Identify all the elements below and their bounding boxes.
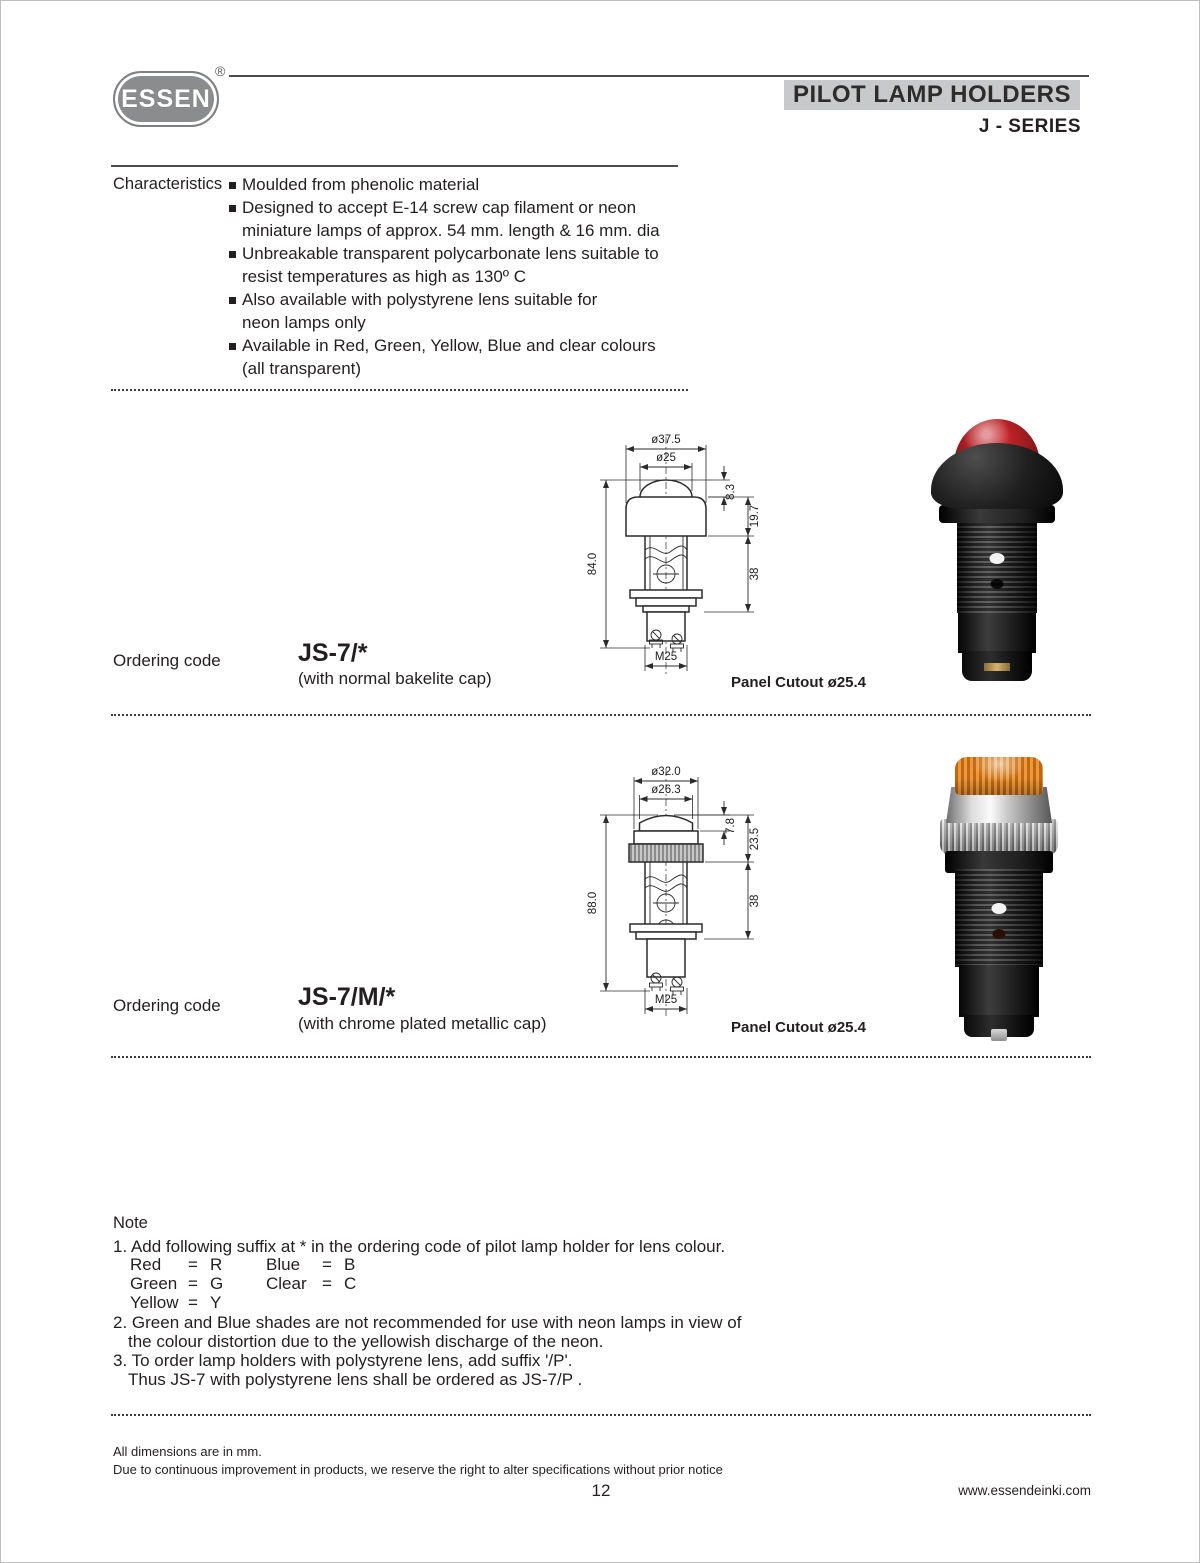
list-item	[229, 196, 699, 242]
dim-thread-length: 38	[749, 567, 761, 581]
threaded-body	[957, 521, 1037, 613]
ordering-code-label: Ordering code	[113, 651, 221, 670]
list-item	[229, 173, 699, 196]
characteristic-line: Moulded from phenolic material	[242, 175, 480, 194]
dotted-divider	[111, 714, 1091, 716]
dim-lens-height: 8.3	[725, 484, 737, 500]
ordering-code-value: JS-7/*	[298, 639, 368, 667]
characteristics-label: Characteristics	[113, 175, 223, 193]
dotted-divider	[111, 1414, 1091, 1416]
bullet-square-icon	[229, 205, 236, 212]
ordering-code-label: Ordering code	[113, 996, 221, 1015]
amber-lens	[955, 757, 1043, 795]
note-3-line1: 3. To order lamp holders with polystyrene lens, add suffix '/P'.	[113, 1351, 573, 1370]
characteristic-line: resist temperatures as high as 130º C	[242, 267, 527, 286]
dotted-divider	[111, 389, 688, 391]
equals-sign	[322, 1293, 344, 1313]
cap-type-note: (with chrome plated metallic cap)	[298, 1014, 547, 1033]
suffix-letter: Y	[210, 1293, 222, 1312]
characteristic-line: Designed to accept E-14 screw cap filament or neon	[242, 198, 637, 217]
note-heading: Note	[113, 1214, 148, 1232]
dim-outer-diameter: ø37.5	[651, 434, 681, 446]
vent-hole-lower	[993, 929, 1006, 939]
vent-hole	[992, 903, 1007, 914]
page-number: 12	[591, 1481, 611, 1500]
panel-cutout-note: Panel Cutout ø25.4	[731, 674, 867, 691]
list-item	[229, 334, 699, 380]
suffix-letter: B	[344, 1255, 356, 1274]
colour-name	[266, 1293, 322, 1313]
knurled-chrome-ring	[940, 819, 1058, 855]
equals-sign: =	[188, 1293, 198, 1312]
colour-name: Clear	[266, 1274, 307, 1293]
equals-sign: =	[322, 1255, 332, 1274]
bakelite-cap	[931, 443, 1063, 509]
characteristic-line: Also available with polystyrene lens suitable for	[242, 290, 598, 309]
brand-name: ESSEN	[121, 84, 211, 113]
note-2-line2: the colour distortion due to the yellowish discharge of the neon.	[128, 1332, 604, 1351]
suffix-letter	[344, 1293, 364, 1313]
suffix-row	[130, 1293, 364, 1313]
dimensions-note: All dimensions are in mm.	[113, 1444, 262, 1459]
ordering-code-value: JS-7/M/*	[298, 983, 396, 1011]
lower-housing	[959, 965, 1039, 1017]
technical-drawing-js7m	[546, 751, 861, 1051]
terminal-screw	[991, 1029, 1007, 1041]
disclaimer: Due to continuous improvement in products, we reserve the right to alter specifications without prior notice	[113, 1462, 723, 1477]
characteristic-line: neon lamps only	[242, 313, 366, 332]
website-url: www.essendeinki.com	[958, 1483, 1091, 1498]
note-1: 1. Add following suffix at * in the ordering code of pilot lamp holder for lens colour.	[113, 1237, 726, 1256]
page-title: PILOT LAMP HOLDERS	[784, 80, 1080, 110]
equals-sign: =	[188, 1255, 198, 1274]
product-photo-js7	[929, 419, 1064, 681]
colour-name: Blue	[266, 1255, 301, 1274]
characteristics-divider	[111, 165, 678, 167]
series-subtitle: J - SERIES	[978, 116, 1081, 137]
product-photo-js7m	[939, 757, 1059, 1041]
dim-thread-length: 38	[749, 894, 761, 908]
suffix-letter: R	[210, 1255, 223, 1274]
dotted-divider	[111, 1056, 1091, 1058]
header-divider	[229, 75, 1089, 77]
colour-name: Red	[130, 1255, 162, 1274]
panel-cutout-note: Panel Cutout ø25.4	[731, 1019, 867, 1036]
bullet-square-icon	[229, 297, 236, 304]
characteristic-line: miniature lamps of approx. 54 mm. length & 16 mm. dia	[242, 221, 660, 240]
bullet-square-icon	[229, 343, 236, 350]
list-item	[229, 288, 699, 334]
characteristic-line: Unbreakable transparent polycarbonate lens suitable to	[242, 244, 659, 263]
note-3-line2: Thus JS-7 with polystyrene lens shall be ordered as JS-7/P .	[128, 1370, 583, 1389]
dim-thread-size: M25	[654, 994, 678, 1006]
technical-drawing-js7	[546, 419, 861, 709]
threaded-body	[955, 869, 1043, 967]
colour-name: Yellow	[130, 1293, 179, 1312]
bullet-square-icon	[229, 251, 236, 258]
equals-sign: =	[188, 1274, 198, 1293]
registered-trademark-icon: ®	[215, 63, 226, 79]
dim-thread-size: M25	[654, 651, 678, 663]
characteristic-line: (all transparent)	[242, 359, 362, 378]
dim-lens-diameter: ø25	[656, 452, 676, 464]
characteristics-list	[229, 173, 699, 380]
list-item	[229, 242, 699, 288]
colour-name: Green	[130, 1274, 178, 1293]
characteristic-line: Available in Red, Green, Yellow, Blue and clear colours	[242, 336, 656, 355]
lower-housing	[958, 613, 1036, 653]
dim-total-height: 88.0	[587, 891, 599, 915]
dim-lens-height: 7.8	[725, 818, 737, 834]
vent-hole	[989, 553, 1004, 564]
suffix-letter: G	[210, 1274, 224, 1293]
dim-outer-diameter: ø32.0	[651, 766, 681, 778]
dim-lens-diameter: ø26.3	[651, 784, 681, 796]
essen-logo	[113, 71, 219, 127]
bullet-square-icon	[229, 182, 236, 189]
suffix-letter: C	[344, 1274, 357, 1293]
suffix-row	[130, 1274, 364, 1294]
dim-total-height: 84.0	[587, 552, 599, 576]
equals-sign: =	[322, 1274, 332, 1293]
vent-hole-lower	[990, 579, 1003, 589]
terminal-contact	[984, 663, 1010, 671]
note-2-line1: 2. Green and Blue shades are not recommended for use with neon lamps in view of	[113, 1313, 742, 1332]
cap-type-note: (with normal bakelite cap)	[298, 669, 492, 688]
dim-cap-height: 23.5	[749, 827, 761, 851]
suffix-row	[130, 1255, 364, 1275]
dim-cap-height: 19.7	[749, 504, 761, 528]
